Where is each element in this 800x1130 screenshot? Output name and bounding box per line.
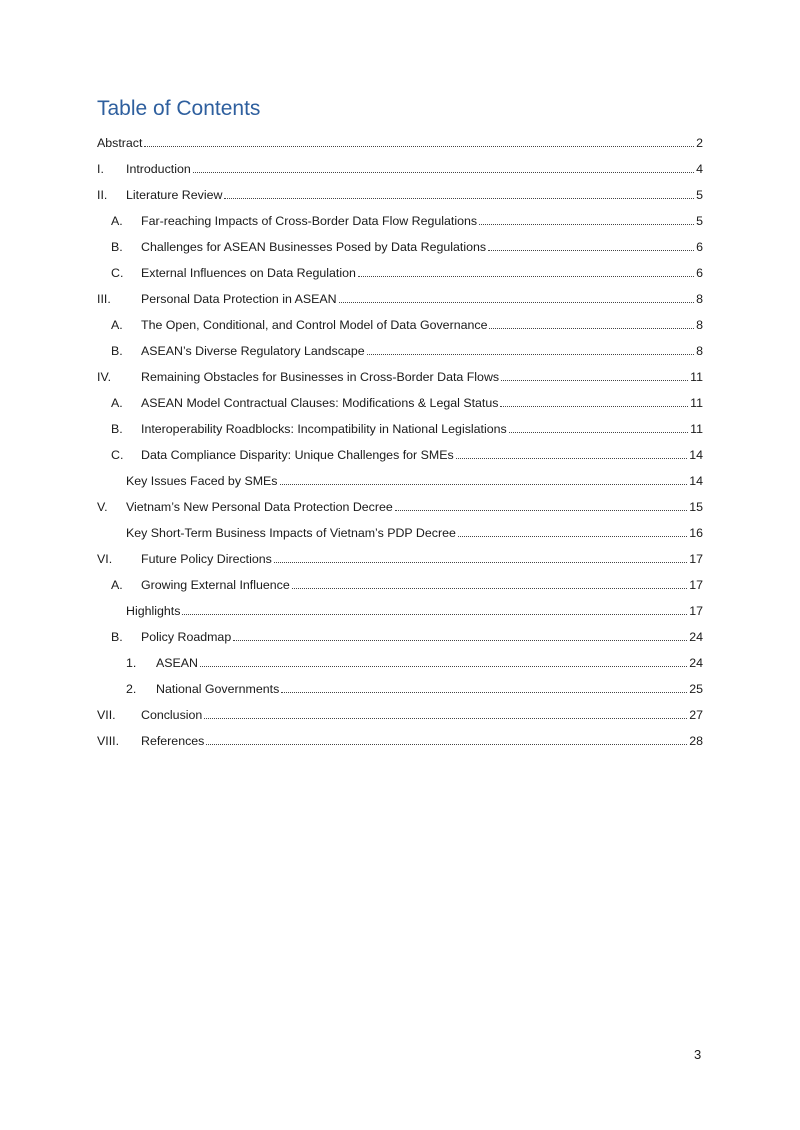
dot-leader bbox=[233, 626, 687, 641]
toc-entry[interactable] bbox=[97, 488, 703, 514]
toc-entry[interactable] bbox=[97, 566, 703, 592]
toc-entry-page: 24 bbox=[689, 630, 703, 644]
toc-entry-page: 6 bbox=[696, 240, 703, 254]
dot-leader bbox=[182, 600, 687, 615]
toc-entry[interactable] bbox=[97, 436, 703, 462]
toc-entry[interactable] bbox=[97, 228, 703, 254]
toc-entry-number: II. bbox=[97, 188, 108, 202]
toc-entry-title: Growing External Influence bbox=[141, 578, 290, 592]
toc-entry-title: ASEAN bbox=[156, 656, 199, 670]
toc-entry-page: 25 bbox=[689, 682, 703, 696]
dot-leader bbox=[204, 704, 687, 719]
toc-entry[interactable] bbox=[97, 592, 703, 618]
toc-entry[interactable] bbox=[97, 670, 703, 696]
dot-leader bbox=[144, 132, 694, 147]
toc-entry[interactable] bbox=[97, 358, 703, 384]
toc-title: Table of Contents bbox=[97, 97, 261, 120]
toc-entry-title: Personal Data Protection in ASEAN bbox=[141, 292, 337, 306]
toc-entry-title: Literature Review bbox=[126, 188, 223, 202]
toc-entry-page: 8 bbox=[696, 292, 703, 306]
toc-entry-number: V. bbox=[97, 500, 108, 514]
dot-leader bbox=[489, 314, 694, 329]
toc-entry-title: National Governments bbox=[156, 682, 280, 696]
dot-leader bbox=[458, 522, 687, 537]
toc-entry-title: Key Issues Faced by SMEs bbox=[126, 474, 278, 488]
toc-entry-page: 2 bbox=[696, 136, 703, 150]
toc-entry-page: 17 bbox=[689, 604, 703, 618]
toc-entry-page: 28 bbox=[689, 734, 703, 748]
toc-entry-title: ASEAN’s Diverse Regulatory Landscape bbox=[141, 344, 365, 358]
toc-entry[interactable] bbox=[97, 514, 703, 540]
toc-entry-number: C. bbox=[111, 448, 124, 462]
toc-entry-number: B. bbox=[111, 630, 123, 644]
dot-leader bbox=[281, 678, 687, 693]
dot-leader bbox=[193, 158, 694, 173]
toc-entry-title: Vietnam’s New Personal Data Protection Decree bbox=[126, 500, 393, 514]
toc-entry-number: B. bbox=[111, 422, 123, 436]
toc-entry[interactable] bbox=[97, 306, 703, 332]
toc-entry-page: 11 bbox=[690, 396, 703, 410]
toc-entry[interactable] bbox=[97, 254, 703, 280]
dot-leader bbox=[488, 236, 694, 251]
dot-leader bbox=[280, 470, 688, 485]
toc-entry-title: Policy Roadmap bbox=[141, 630, 232, 644]
toc-entry-title: Challenges for ASEAN Businesses Posed by Data Regulations bbox=[141, 240, 487, 254]
toc-entry-page: 17 bbox=[689, 552, 703, 566]
toc-entry[interactable] bbox=[97, 176, 703, 202]
dot-leader bbox=[479, 210, 694, 225]
toc-entry-title: Abstract bbox=[97, 136, 143, 150]
toc-entry-title: ASEAN Model Contractual Clauses: Modifications & Legal Status bbox=[141, 396, 499, 410]
toc-entry-page: 24 bbox=[689, 656, 703, 670]
dot-leader bbox=[224, 184, 694, 199]
toc-entry-page: 5 bbox=[696, 188, 703, 202]
toc-entry[interactable] bbox=[97, 722, 703, 748]
toc-entry-number: 2. bbox=[126, 682, 137, 696]
toc-entry-number: 1. bbox=[126, 656, 137, 670]
toc-entry-number: I. bbox=[97, 162, 104, 176]
toc-entry-number: III. bbox=[97, 292, 111, 306]
toc-entry-title: Interoperability Roadblocks: Incompatibility in National Legislations bbox=[141, 422, 507, 436]
toc-entry-number: A. bbox=[111, 318, 123, 332]
dot-leader bbox=[456, 444, 688, 459]
toc-entry[interactable] bbox=[97, 618, 703, 644]
dot-leader bbox=[500, 392, 688, 407]
toc-entry[interactable] bbox=[97, 150, 703, 176]
toc-entry[interactable] bbox=[97, 696, 703, 722]
toc-entry[interactable] bbox=[97, 124, 703, 150]
toc-entry[interactable] bbox=[97, 462, 703, 488]
toc-entry-page: 4 bbox=[696, 162, 703, 176]
toc-entry-number: A. bbox=[111, 396, 123, 410]
toc-entry[interactable] bbox=[97, 202, 703, 228]
toc-entry[interactable] bbox=[97, 410, 703, 436]
page-number: 3 bbox=[694, 1047, 702, 1062]
dot-leader bbox=[200, 652, 687, 667]
dot-leader bbox=[274, 548, 687, 563]
toc-entry-page: 11 bbox=[690, 422, 703, 436]
dot-leader bbox=[509, 418, 688, 433]
toc-entry-number: B. bbox=[111, 240, 123, 254]
toc-entry[interactable] bbox=[97, 384, 703, 410]
toc-entry-page: 15 bbox=[689, 500, 703, 514]
toc-entry-page: 14 bbox=[689, 474, 703, 488]
toc-entry-title: Key Short-Term Business Impacts of Vietnam’s PDP Decree bbox=[126, 526, 456, 540]
toc-entry-title: Future Policy Directions bbox=[141, 552, 272, 566]
toc-entry-number: VI. bbox=[97, 552, 113, 566]
dot-leader bbox=[501, 366, 688, 381]
toc-entry-page: 16 bbox=[689, 526, 703, 540]
toc-entry-number: VIII. bbox=[97, 734, 120, 748]
toc-entry-page: 17 bbox=[689, 578, 703, 592]
toc-entry-title: Conclusion bbox=[141, 708, 203, 722]
toc-entry-page: 27 bbox=[689, 708, 703, 722]
toc-entry-page: 14 bbox=[689, 448, 703, 462]
toc-entry[interactable] bbox=[97, 644, 703, 670]
toc-entry[interactable] bbox=[97, 540, 703, 566]
toc-entry[interactable] bbox=[97, 332, 703, 358]
toc-entry-page: 5 bbox=[696, 214, 703, 228]
toc-entry-page: 11 bbox=[690, 370, 703, 384]
toc-entry-title: Highlights bbox=[126, 604, 181, 618]
toc-entry-title: Remaining Obstacles for Businesses in Cross-Border Data Flows bbox=[141, 370, 500, 384]
toc-entry-page: 6 bbox=[696, 266, 703, 280]
dot-leader bbox=[292, 574, 687, 589]
table-of-contents bbox=[97, 124, 703, 748]
toc-entry-title: Introduction bbox=[126, 162, 191, 176]
toc-entry-title: References bbox=[141, 734, 205, 748]
toc-entry-title: External Influences on Data Regulation bbox=[141, 266, 356, 280]
toc-entry-title: The Open, Conditional, and Control Model of Data Governance bbox=[141, 318, 488, 332]
dot-leader bbox=[339, 288, 694, 303]
toc-entry-number: A. bbox=[111, 214, 123, 228]
dot-leader bbox=[358, 262, 694, 277]
toc-entry-title: Data Compliance Disparity: Unique Challenges for SMEs bbox=[141, 448, 454, 462]
toc-entry-title: Far-reaching Impacts of Cross-Border Data Flow Regulations bbox=[141, 214, 478, 228]
dot-leader bbox=[367, 340, 694, 355]
toc-entry-page: 8 bbox=[696, 318, 703, 332]
dot-leader bbox=[395, 496, 687, 511]
toc-entry[interactable] bbox=[97, 280, 703, 306]
toc-entry-number: C. bbox=[111, 266, 124, 280]
dot-leader bbox=[206, 730, 687, 745]
toc-entry-number: IV. bbox=[97, 370, 112, 384]
toc-entry-number: VII. bbox=[97, 708, 116, 722]
toc-entry-number: A. bbox=[111, 578, 123, 592]
toc-entry-page: 8 bbox=[696, 344, 703, 358]
toc-entry-number: B. bbox=[111, 344, 123, 358]
